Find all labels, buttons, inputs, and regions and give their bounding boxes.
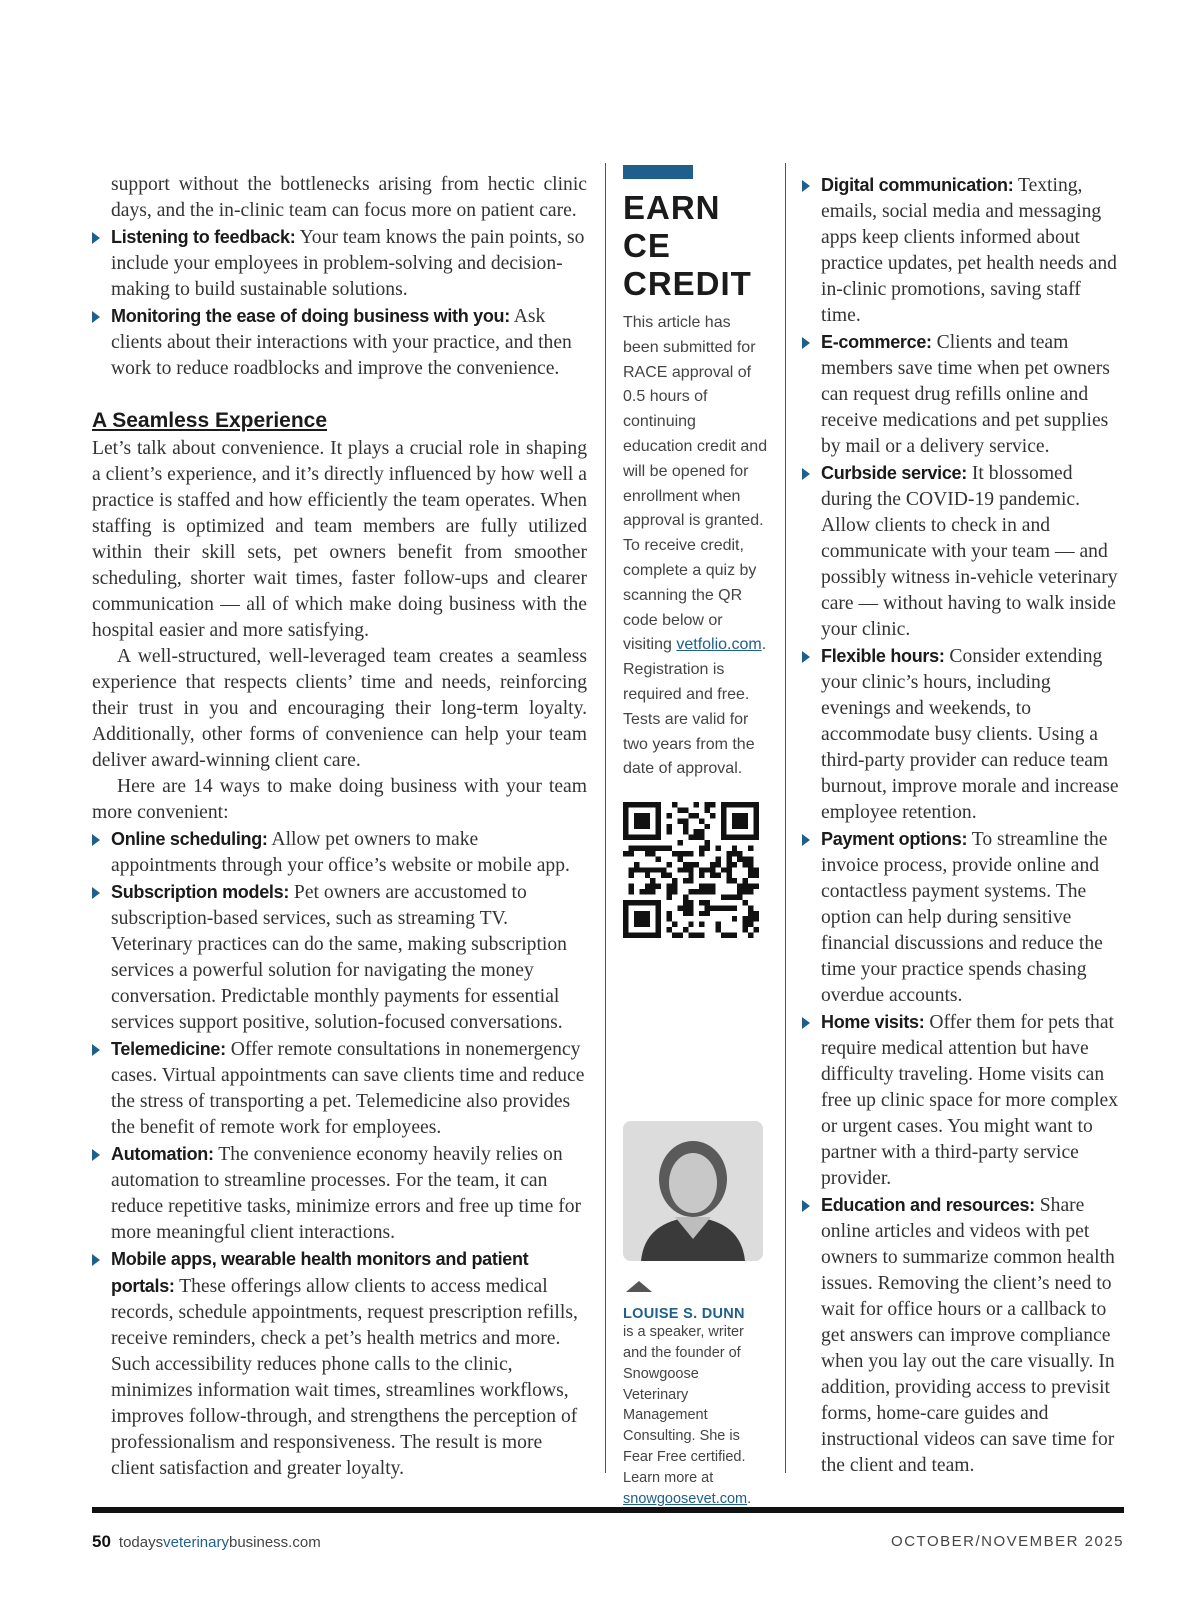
list-item — [802, 460, 1124, 643]
qr-code-icon[interactable] — [623, 802, 759, 938]
bullet-lead: Telemedicine: — [111, 1039, 226, 1059]
arrow-bullet-icon — [92, 1149, 100, 1161]
list-item — [802, 643, 1124, 826]
paragraph: Here are 14 ways to make doing business with your team more convenient: — [92, 776, 587, 823]
site-name[interactable] — [119, 1534, 321, 1551]
list-item — [802, 172, 1124, 329]
section-heading: A Seamless Experience — [92, 409, 328, 432]
bullet-text: The convenience economy heavily relies on automation to streamline processes. For the team, it can reduce repetitive tasks, minimize errors and free up time for more meaningful client interactions. — [111, 1144, 582, 1243]
bullet-lead: Home visits: — [821, 1012, 925, 1032]
paragraph: A well-structured, well-leveraged team creates a seamless experience that respects clients’ time and needs, reinforcing their trust in you and encouraging their long-term loyalty. Additionally, other forms of convenience can help your team deliver award-winning client care. — [92, 646, 587, 771]
bullet-text: Your team knows the pain points, so include your employees in problem-solving and decision-making to build sustainable solutions. — [111, 227, 585, 300]
sidebar-body-text: . Registration is required and free. Tests are valid for two years from the date of approval. — [623, 636, 767, 778]
arrow-bullet-icon — [802, 651, 810, 663]
sidebar-title: EARN CE CREDIT — [623, 189, 752, 302]
ce-credit-sidebar — [623, 165, 768, 1509]
bullet-lead: Online scheduling: — [111, 829, 268, 849]
bullet-text: These offerings allow clients to access medical records, schedule appointments, request prescription refills, receive reminders, check a pet’s health metrics and more. Such accessibility reduces phone calls to the clinic, minimizes information wait times, streamlines workflows, improves follow-through, and strengthens the perception of professionalism and responsiveness. The result is more client satisfaction and greater loyalty. — [111, 1276, 578, 1479]
accent-bar — [623, 165, 693, 179]
bullet-text: It blossomed during the COVID-19 pandemic. Allow clients to check in and communicate with your team — and possibly witness in-vehicle veterinary care — without having to walk inside your clinic. — [821, 463, 1118, 640]
author-bio — [623, 1322, 768, 1509]
footer-rule — [92, 1507, 1124, 1513]
arrow-bullet-icon — [802, 1017, 810, 1029]
list-item — [92, 879, 587, 1036]
arrow-bullet-icon — [802, 1200, 810, 1212]
issue-date: OCTOBER/NOVEMBER 2025 — [891, 1533, 1124, 1550]
arrow-bullet-icon — [802, 337, 810, 349]
bullet-text: Texting, emails, social media and messaging apps keep clients informed about practice updates, pet health needs and in-clinic promotions, saving staff time. — [821, 175, 1117, 326]
bullet-lead: Education and resources: — [821, 1195, 1035, 1215]
triangle-pointer-icon — [626, 1281, 652, 1292]
site-name-part: business.com — [228, 1534, 321, 1551]
author-bio-text: . — [747, 1490, 752, 1507]
author-photo — [623, 1121, 763, 1261]
author-bio-text: is a speaker, writer and the founder of Snowgoose Veterinary Management Consulting. She is Fear Free certified. Learn more at — [623, 1324, 746, 1486]
bullet-lead: Flexible hours: — [821, 646, 945, 666]
continued-text: support without the bottlenecks arising from hectic clinic days, and the in-clinic team can focus more on patient care. — [111, 174, 587, 221]
column-divider — [785, 163, 786, 1473]
arrow-bullet-icon — [92, 1044, 100, 1056]
bullet-lead: Mobile apps, wearable health monitors and patient portals: — [111, 1249, 529, 1296]
right-column — [802, 172, 1124, 1479]
bullet-lead: Subscription models: — [111, 882, 290, 902]
bullet-lead: Payment options: — [821, 829, 968, 849]
list-item — [92, 1141, 587, 1246]
left-column — [92, 172, 587, 1482]
list-item — [92, 224, 587, 303]
bullet-text: Share online articles and videos with pet owners to summarize common health issues. Removing the client’s need to wait for office hours or a callback to get answers can improve compliance when you lay out the care visually. In addition, providing access to previsit forms, home-care guides and instructional videos can save time for the client and team. — [821, 1195, 1115, 1476]
bullet-text: Consider extending your clinic’s hours, including evenings and weekends, to accommodate busy clients. Using a third-party provider can reduce team burnout, improve morale and increase employee retention. — [821, 646, 1119, 823]
bullet-text: Pet owners are accustomed to subscription-based services, such as streaming TV. Veterinary practices can do the same, making subscription services a powerful solution for navigating the money conversation. Predictable monthly payments for essential services support positive, solution-focused conversations. — [111, 882, 567, 1033]
arrow-bullet-icon — [802, 834, 810, 846]
list-item — [92, 826, 587, 879]
list-item — [92, 1036, 587, 1141]
arrow-bullet-icon — [92, 311, 100, 323]
list-item — [92, 1246, 587, 1482]
paragraph: Let’s talk about convenience. It plays a crucial role in shaping a client’s experience, and it’s directly influenced by how well a practice is staffed and how efficiently the team operates. When staffing is optimized and team members are fully utilized within their skill sets, pet owners benefit from smoother scheduling, shorter wait times, faster follow-ups and clearer communication — all of which make doing business with the hospital easier and more satisfying. — [92, 438, 587, 641]
arrow-bullet-icon — [802, 468, 810, 480]
bullet-text: Offer them for pets that require medical attention but have difficulty traveling. Home visits can free up clinic space for more complex or urgent cases. You might want to partner with a third-party service provider. — [821, 1012, 1119, 1189]
vetfolio-link[interactable]: vetfolio.com — [676, 636, 762, 654]
footer-folio — [92, 1532, 321, 1552]
column-divider — [605, 163, 606, 1473]
sidebar-body — [623, 311, 768, 782]
arrow-bullet-icon — [92, 887, 100, 899]
list-item — [92, 303, 587, 382]
bullet-lead: Curbside service: — [821, 463, 967, 483]
list-item — [802, 1192, 1124, 1479]
bullet-text: To streamline the invoice process, provide online and contactless payment systems. The option can help during sensitive financial discussions and reduce the time your practice spends chasing overdue accounts. — [821, 829, 1108, 1006]
bullet-lead: Monitoring the ease of doing business with you: — [111, 306, 510, 326]
bullet-text: Ask clients about their interactions with your practice, and then work to reduce roadblocks and improve the convenience. — [111, 306, 572, 379]
bullet-lead: E-commerce: — [821, 332, 932, 352]
list-item — [802, 329, 1124, 460]
site-name-accent: veterinary — [163, 1534, 229, 1551]
sidebar-body-text: This article has been submitted for RACE approval of 0.5 hours of continuing education credit and will be opened for enrollment when approval is granted. To receive credit, complete a quiz by scanning the QR code below or visiting — [623, 314, 768, 654]
author-name: LOUISE S. DUNN — [623, 1306, 745, 1323]
arrow-bullet-icon — [92, 1254, 100, 1266]
arrow-bullet-icon — [92, 232, 100, 244]
author-portrait-icon — [623, 1121, 763, 1261]
arrow-bullet-icon — [92, 834, 100, 846]
list-item — [802, 1009, 1124, 1192]
bullet-text: Offer remote consultations in nonemergency cases. Virtual appointments can save clients time and reduce the stress of transporting a pet. Telemedicine also provides the benefit of remote work for employees. — [111, 1039, 585, 1138]
bullet-lead: Automation: — [111, 1144, 214, 1164]
site-name-part: todays — [118, 1534, 164, 1551]
page-number: 50 — [92, 1532, 111, 1551]
list-item — [802, 826, 1124, 1009]
bullet-lead: Listening to feedback: — [111, 227, 296, 247]
bullet-text: Clients and team members save time when pet owners can request drug refills online and receive medications and pet supplies by mail or a delivery service. — [821, 332, 1110, 457]
bullet-lead: Digital communication: — [821, 175, 1014, 195]
snowgoose-link[interactable]: snowgoosevet.com — [623, 1490, 748, 1507]
bullet-text: Allow pet owners to make appointments through your office’s website or mobile app. — [111, 829, 570, 876]
arrow-bullet-icon — [802, 180, 810, 192]
